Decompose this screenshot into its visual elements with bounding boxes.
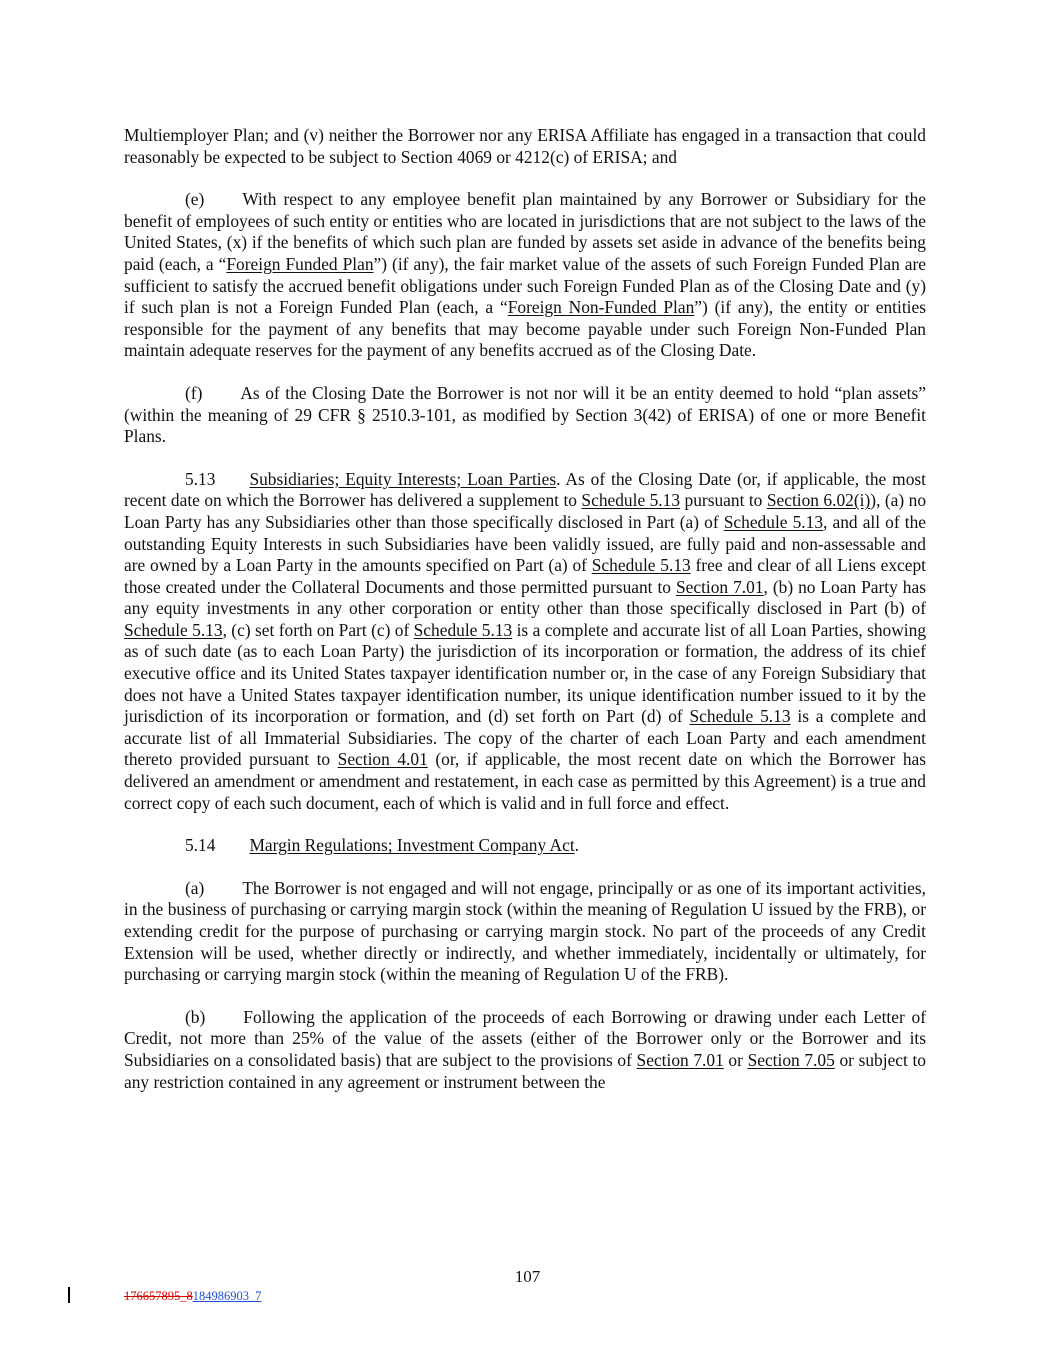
cross-reference: Section 7.01: [636, 1049, 724, 1070]
cross-reference: Schedule 5.13: [591, 555, 691, 576]
cross-reference: Schedule 5.13: [124, 619, 223, 640]
cross-reference: Section 6.02(i): [766, 490, 871, 511]
section-5-13: 5.13 Subsidiaries; Equity Interests; Loan Parties. As of the Closing Date (or, if applicable, the most recent date on which the Borrower has delivered a supplement to Schedule 5.13 pursuant to Section 6.02(i)), (a) no Loan Party has any Subsidiaries other than those specifically disclosed in Part (a) of Schedule 5.13, and all of the outstanding Equity Interests in such Subsidiaries have been validly issued, are fully paid and non-assessable and are owned by a Loan Party in the amounts specified on Part (a) of Schedule 5.13 free and clear of all Liens except those created under the Collateral Documents and those permitted pursuant to Section 7.01, (b) no Loan Party has any equity investments in any other corporation or entity other than those specifically disclosed in Part (b) of Schedule 5.13, (c) set forth on Part (c) of Schedule 5.13 is a complete and accurate list of all Loan Parties, showing as of such date (as to each Loan Party) the jurisdiction of its incorporation or formation, the address of its chief executive office and its United States taxpayer identification number or, in the case of any Foreign Subsidiary that does not have a United States taxpayer identification number, its unique identification number issued to it by the jurisdiction of its incorporation or formation, and (d) set forth on Part (d) of Schedule 5.13 is a complete and accurate list of all Immaterial Subsidiaries. The copy of the charter of each Loan Party and each amendment thereto provided pursuant to Section 4.01 (or, if applicable, the most recent date on which the Borrower has delivered an amendment or amendment and restatement, in each case as permitted by this Agreement) is a true and correct copy of each such document, each of which is valid and in full force and effect.: [124, 468, 927, 813]
section-number: 5.13: [185, 468, 216, 489]
cross-reference: Section 7.05: [747, 1049, 835, 1070]
defined-term-foreign-funded-plan: Foreign Funded Plan: [226, 253, 374, 274]
paragraph-f: (f) As of the Closing Date the Borrower is not nor will it be an entity deemed to hold “plan assets” (within the meaning of 29 CFR § 2510.3-101, as modified by Section 3(42) of ERISA) of one or more Benefit Plans.: [124, 382, 926, 447]
cross-reference: Schedule 5.13: [689, 706, 791, 727]
page-number: 107: [514, 1267, 541, 1286]
clause-label: (a): [185, 877, 205, 898]
paragraph-continuation: Multiemployer Plan; and (v) neither the Borrower nor any ERISA Affiliate has engaged in a transaction that could reasonably be expected to be subject to Section 4069 or 4212(c) of ERISA; and: [124, 125, 926, 167]
paragraph-a: (a) The Borrower is not engaged and will not engage, principally or as one of its important activities, in the business of purchasing or carrying margin stock (within the meaning of Regulation U issued by the FRB), or extending credit for the purpose of purchasing or carrying margin stock. No part of the proceeds of any Credit Extension will be used, whether directly or indirectly, and whether immediately, incidentally or ultimately, for purchasing or carrying margin stock (within the meaning of Regulation U of the FRB).: [124, 877, 926, 985]
cross-reference: Schedule 5.13: [581, 490, 681, 511]
cross-reference: Schedule 5.13: [413, 619, 513, 640]
document-body: [124, 125, 926, 1114]
paragraph-b: (b) Following the application of the proceeds of each Borrowing or drawing under each Letter of Credit, not more than 25% of the value of the assets (either of the Borrower only or the Borrower and its Subsidiaries on a consolidated basis) that are subject to the provisions of Section 7.01 or Section 7.05 or subject to any restriction contained in any agreement or instrument between the: [124, 1006, 926, 1092]
cross-reference: Section 4.01: [337, 749, 428, 770]
section-heading: Margin Regulations; Investment Company Act: [249, 835, 575, 856]
inserted-doc-id: 184986903_7: [192, 1289, 262, 1303]
cross-reference: Section 7.01: [675, 576, 764, 597]
clause-label: (b): [185, 1006, 206, 1027]
defined-term-foreign-non-funded-plan: Foreign Non-Funded Plan: [507, 297, 695, 318]
cross-reference: Schedule 5.13: [723, 511, 824, 532]
revision-change-bar: [68, 1287, 70, 1303]
document-footer-id: [124, 1289, 262, 1304]
clause-label: (e): [185, 189, 205, 210]
paragraph-e: (e) With respect to any employee benefit plan maintained by any Borrower or Subsidiary for the benefit of employees of such entity or entities who are located in jurisdictions that are not subject to the laws of the United States, (x) if the benefits of which such plan are funded by assets set aside in advance of the benefits being paid (each, a “Foreign Funded Plan”) (if any), the fair market value of the assets of such Foreign Funded Plan are sufficient to satisfy the accrued benefit obligations under such Foreign Funded Plan as of the Closing Date and (y) if such plan is not a Foreign Funded Plan (each, a “Foreign Non-Funded Plan”) (if any), the entity or entities responsible for the payment of any benefits that may become payable under such Foreign Non-Funded Plan maintain adequate reserves for the payment of any benefits accrued as of the Closing Date.: [124, 189, 927, 361]
section-heading: Subsidiaries; Equity Interests; Loan Parties: [249, 468, 557, 489]
clause-label: (f): [185, 382, 203, 403]
deleted-doc-id: 176657895_8: [124, 1289, 193, 1303]
section-5-14: 5.14 Margin Regulations; Investment Company Act.: [185, 835, 580, 856]
section-number: 5.14: [185, 835, 216, 856]
